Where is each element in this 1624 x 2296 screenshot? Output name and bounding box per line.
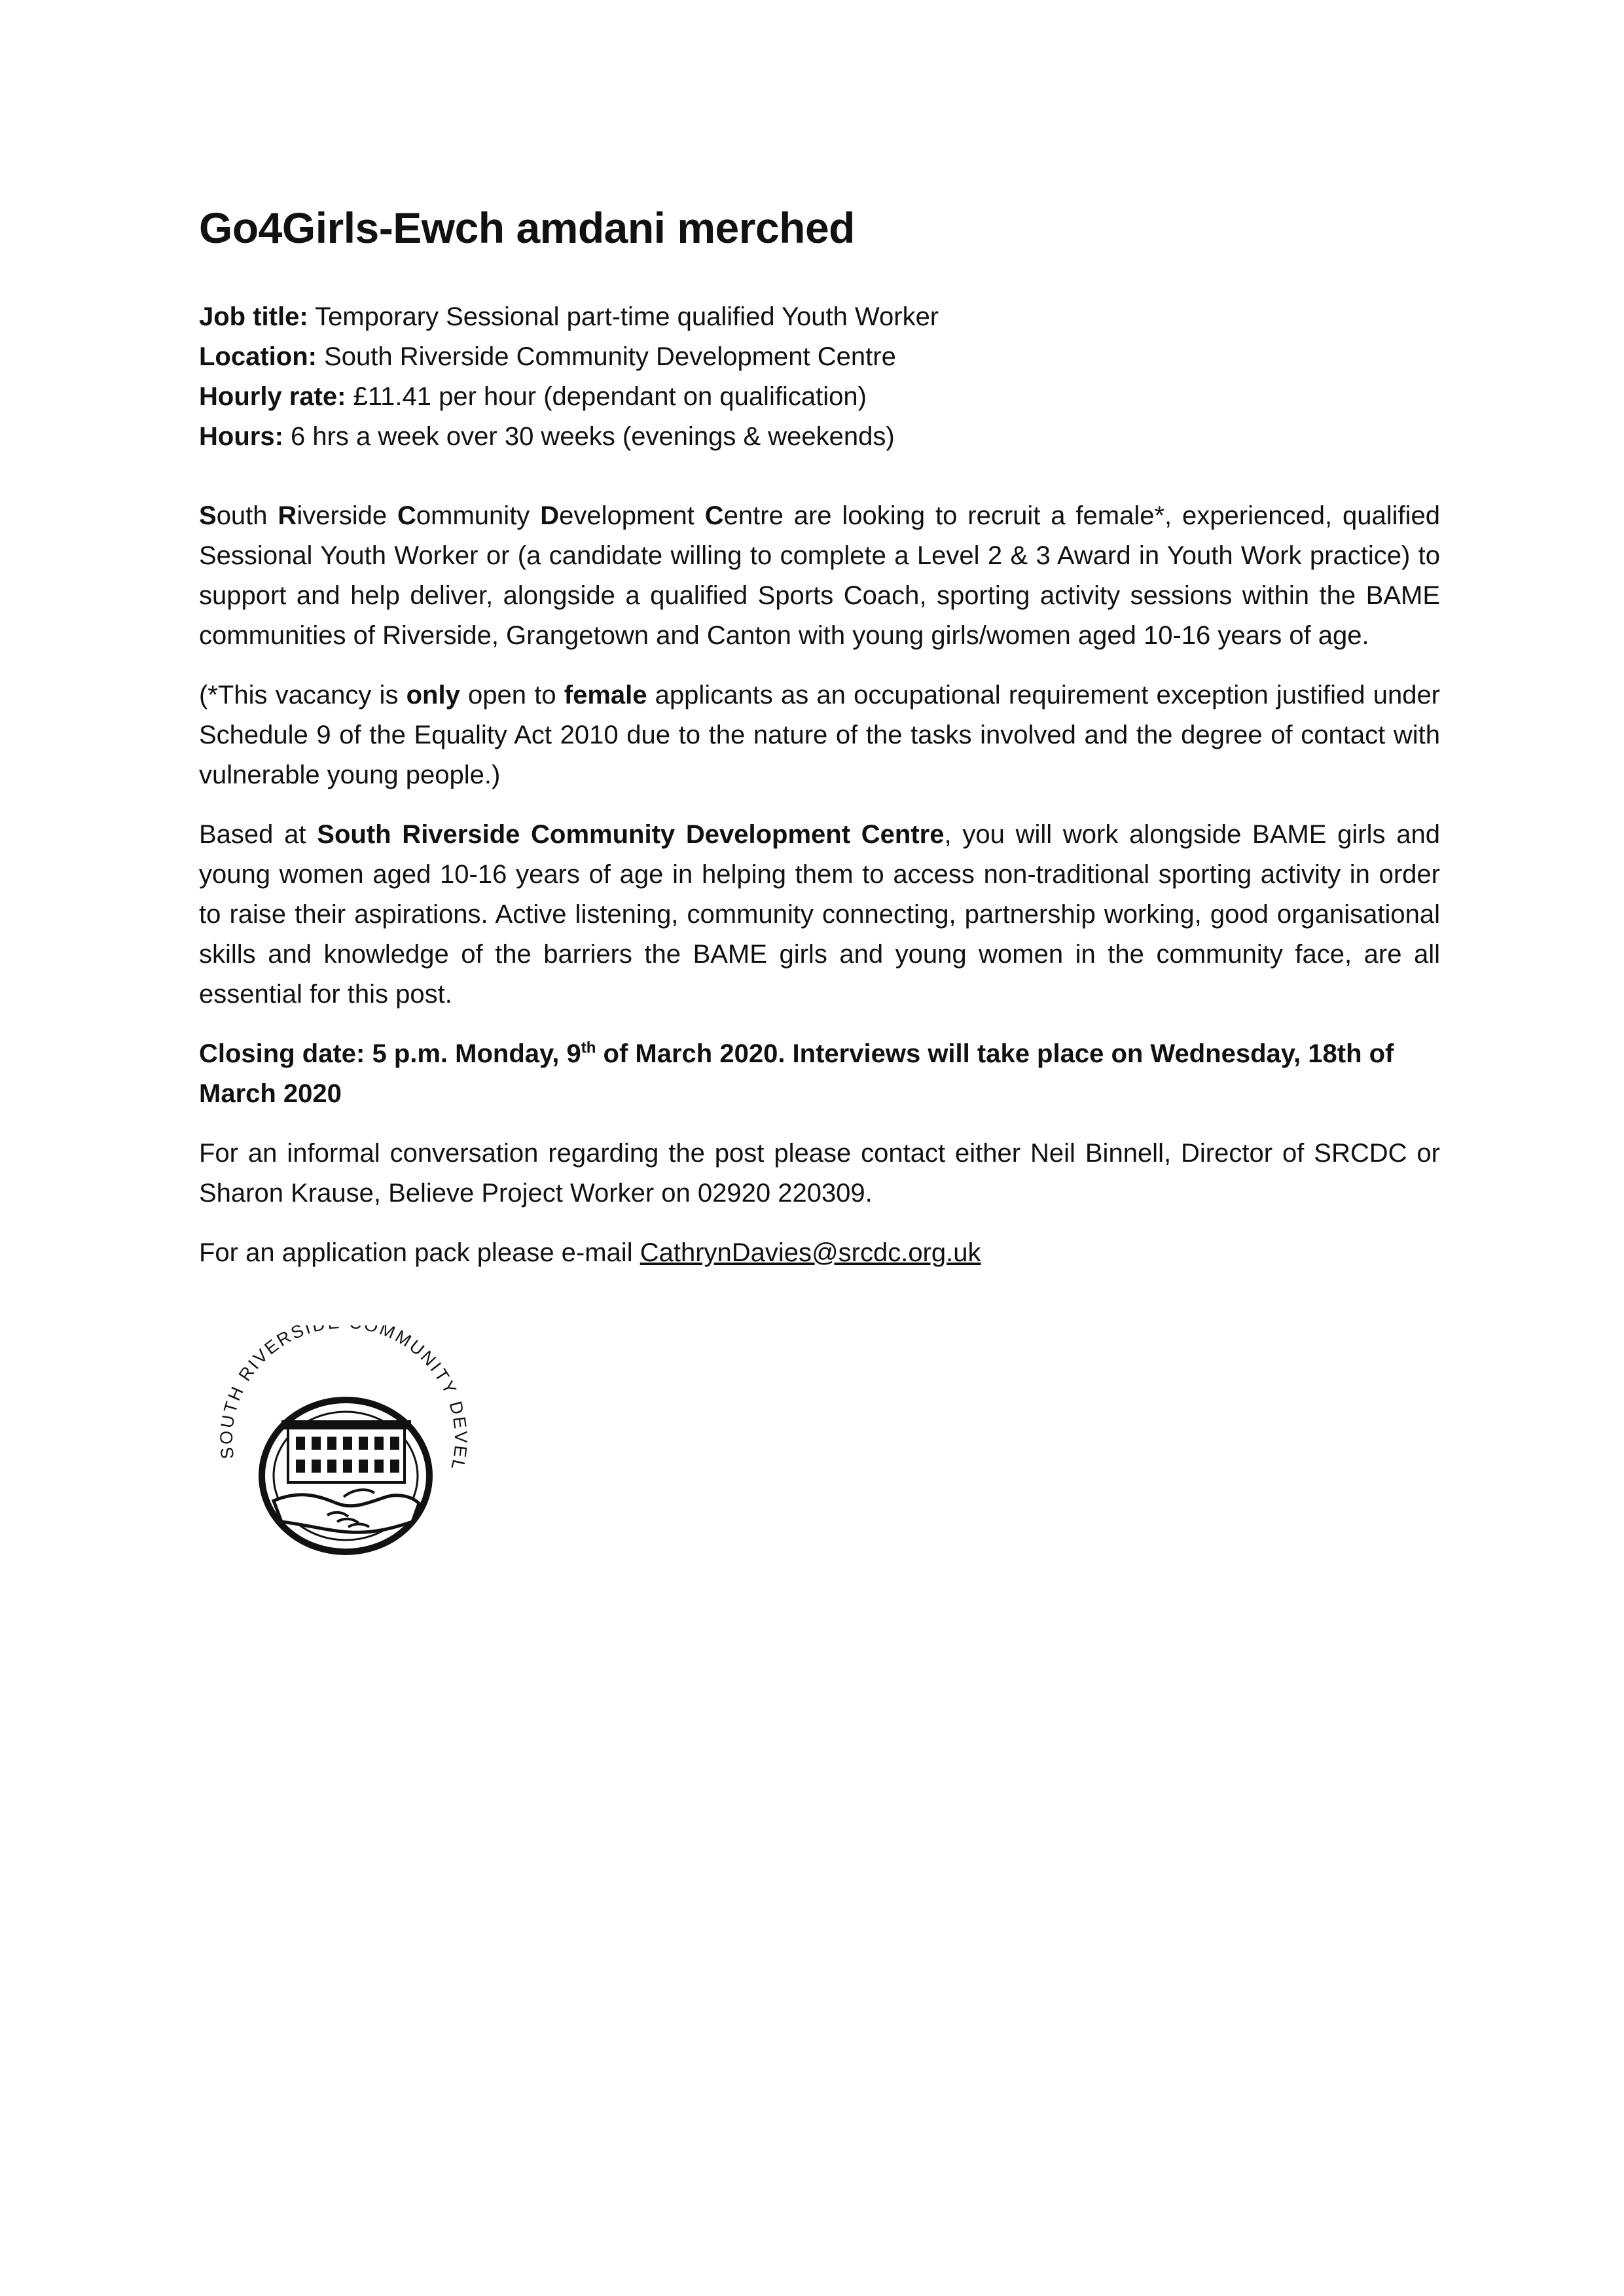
job-details	[199, 297, 1440, 457]
hours-line	[199, 417, 1440, 457]
intro-paragraph	[199, 496, 1440, 656]
contact-paragraph: For an informal conversation regarding the post please contact either Neil Binnell, Director of SRCDC or Sharon Krause, Believe Project Worker on 02920 220309.	[199, 1139, 1440, 1208]
closing-date	[199, 1034, 1440, 1114]
application-paragraph	[199, 1233, 1440, 1273]
based-org: South Riverside Community Development Centre	[317, 820, 945, 849]
initial-c: C	[397, 501, 416, 530]
based-text-1: Based at	[199, 820, 317, 849]
hourly-rate-label: Hourly rate:	[199, 382, 346, 411]
note-text-3: applicants as an occupational requirement exception justified under Schedule 9 of the Equality Act 2010 due to the nature of the tasks involved and the degree of contact with vulnerable young people.)	[199, 681, 1441, 789]
note-only: only	[406, 681, 460, 709]
location-line	[199, 337, 1440, 377]
svg-text:SOUTH RIVERSIDE COMMUNITY DEVE: SOUTH RIVERSI OMMUNITY DEVEL	[216, 1325, 471, 1474]
closing-text-1: Closing date: 5 p.m. Monday, 9	[199, 1039, 581, 1068]
intro-body: are looking to recruit a female*, experienced, qualified Sessional Youth Worker or (a candidate willing to complete a Level 2 & 3 Award in Youth Work practice) to support and help deliver, alongside a qualified Sports Coach, sporting activity sessions within the BAME communities of Riverside, Grangetown and Canton with young girls/women aged 10-16 years of age.	[199, 501, 1440, 650]
closing-sup: th	[581, 1039, 596, 1057]
note-text-1: (*This vacancy is	[199, 681, 406, 709]
hourly-rate-value: £11.41 per hour (dependant on qualification)	[346, 382, 867, 411]
page-title: Go4Girls-Ewch amdani merched	[199, 204, 855, 252]
word-riverside: iverside	[297, 501, 398, 530]
word-south: outh	[216, 501, 278, 530]
initial-s: S	[199, 501, 217, 530]
location-label: Location:	[199, 342, 317, 371]
note-female: female	[564, 681, 647, 709]
email-link[interactable]: CathrynDavies@srcdc.org.uk	[640, 1238, 981, 1267]
hours-value: 6 hrs a week over 30 weeks (evenings & weekends)	[283, 422, 895, 451]
initial-r: R	[278, 501, 297, 530]
word-development: evelopment	[559, 501, 705, 530]
initial-c2: C	[704, 501, 724, 530]
community-seal-logo-icon	[196, 1325, 491, 1607]
note-text-2: open to	[460, 681, 564, 709]
job-title-label: Job title:	[199, 302, 308, 331]
document-page	[199, 196, 1440, 1293]
hours-label: Hours:	[199, 422, 283, 451]
closing-text-2: of March 2020. Interviews will take place on Wednesday, 18th of March 2020	[199, 1039, 1394, 1108]
role-description	[199, 815, 1440, 1014]
initial-d: D	[540, 501, 560, 530]
application-text: For an application pack please e-mail	[199, 1238, 640, 1267]
eligibility-note	[199, 675, 1440, 795]
hourly-rate-line	[199, 377, 1440, 417]
job-title-value: Temporary Sessional part-time qualified Youth Worker	[308, 302, 939, 331]
location-value: South Riverside Community Development Centre	[316, 342, 896, 371]
job-title-line	[199, 297, 1440, 337]
word-community: ommunity	[416, 501, 541, 530]
word-centre: entre	[723, 501, 784, 530]
based-text-2: , you will work alongside BAME girls and young women aged 10-16 years of age in helping them to access non-traditional sporting activity in order to raise their aspirations. Active listening, community connecting, partnership working, good organisational skills and knowledge of the barriers the BAME girls and young women in the community face, are all essential for this post.	[199, 820, 1440, 1009]
